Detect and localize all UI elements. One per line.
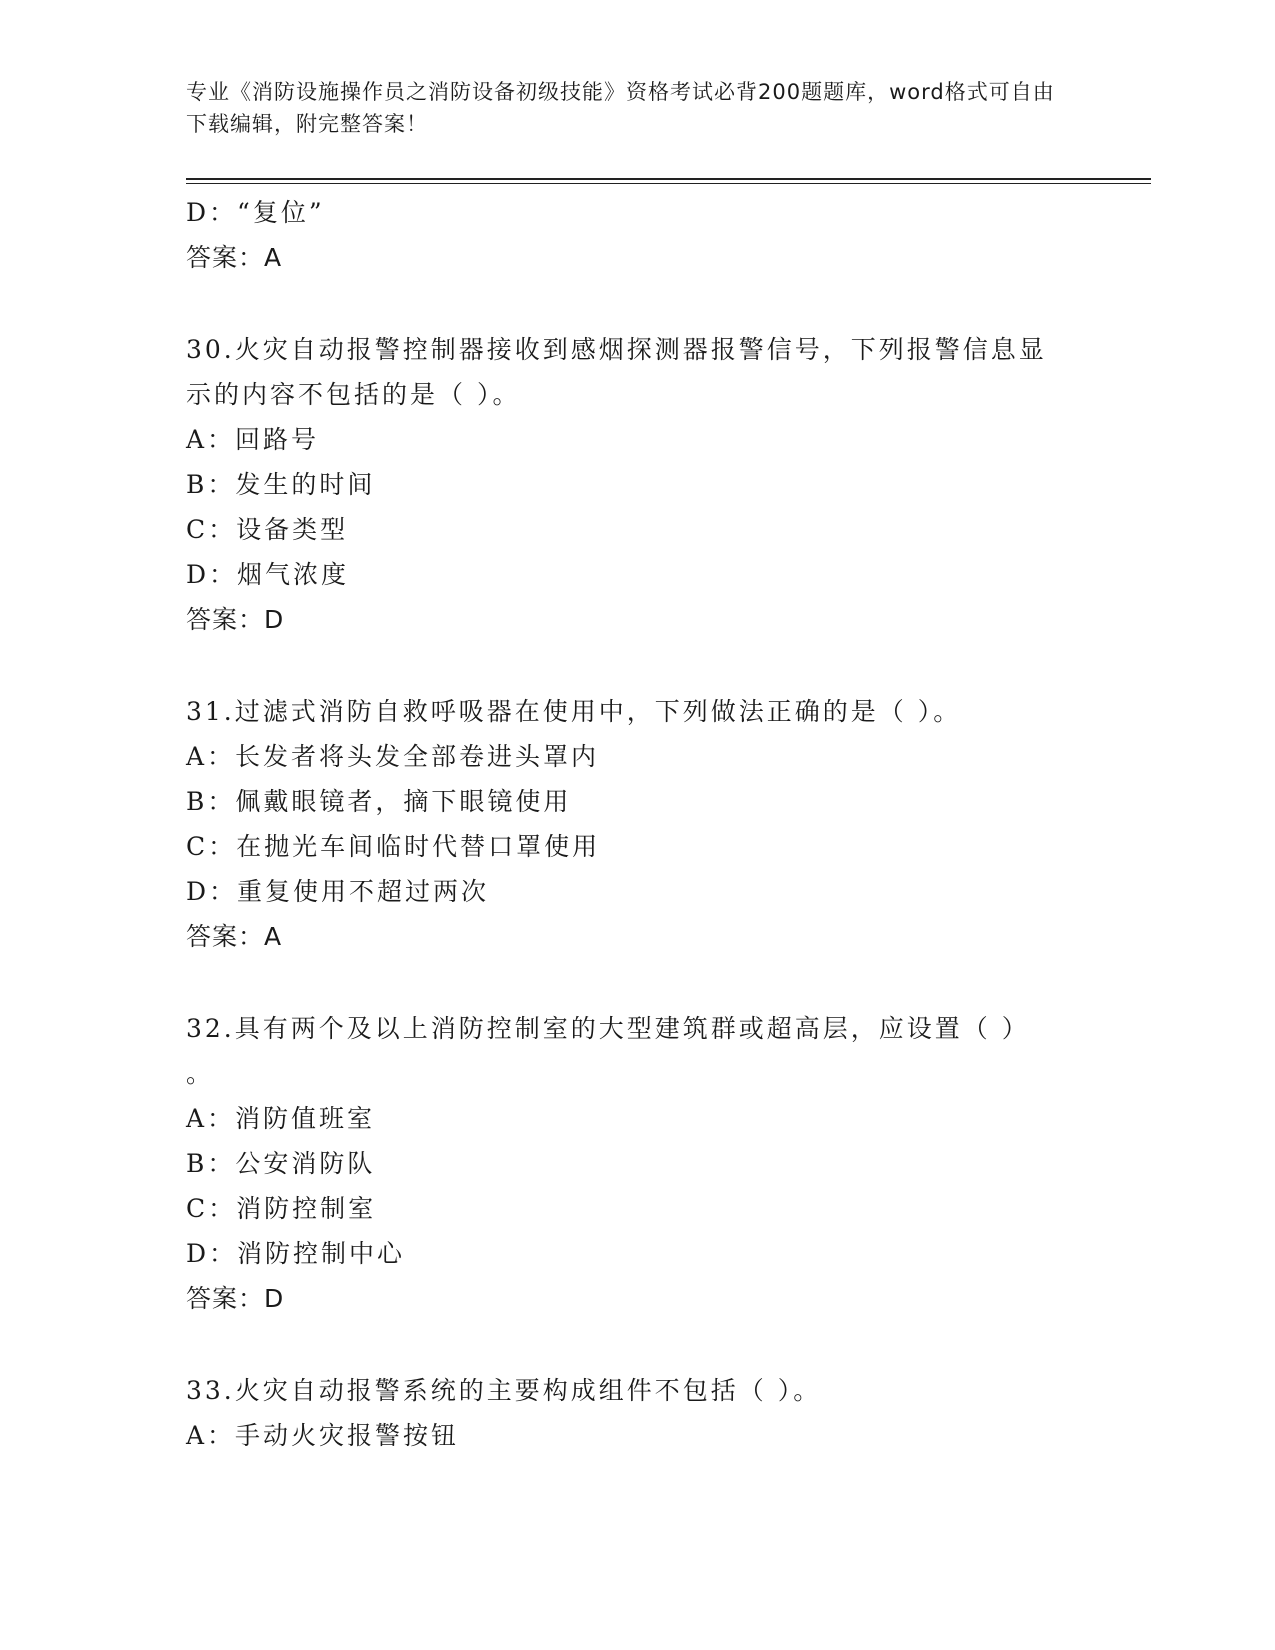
question-stem: 32.具有两个及以上消防控制室的大型建筑群或超高层，应设置（ ）	[186, 1014, 1030, 1043]
option-c: C：在抛光车间临时代替口罩使用	[186, 832, 601, 861]
answer-line: 答案：D	[186, 1284, 285, 1313]
option-d: D：重复使用不超过两次	[186, 877, 490, 906]
document-body	[186, 190, 1086, 1458]
question-33	[186, 1368, 1086, 1458]
question-32	[186, 1006, 1086, 1321]
question-stem: 。	[186, 1059, 215, 1088]
option-b: B：佩戴眼镜者，摘下眼镜使用	[186, 787, 572, 816]
option-d: D：消防控制中心	[186, 1239, 406, 1268]
page-header	[186, 76, 1066, 140]
option-a: A：手动火灾报警按钮	[186, 1421, 460, 1450]
option-d: D：烟气浓度	[186, 560, 350, 589]
option-a: A：消防值班室	[186, 1104, 376, 1133]
header-rule	[186, 178, 1151, 184]
option-c: C：消防控制室	[186, 1194, 377, 1223]
question-stem: 30.火灾自动报警控制器接收到感烟探测器报警信号，下列报警信息显	[186, 335, 1047, 364]
option-b: B：公安消防队	[186, 1149, 376, 1178]
option-c: C：设备类型	[186, 515, 349, 544]
answer-line: 答案：A	[186, 243, 283, 272]
question-stem: 31.过滤式消防自救呼吸器在使用中，下列做法正确的是（ ）。	[186, 697, 962, 726]
option-a: A：回路号	[186, 425, 320, 454]
header-text: 专业《消防设施操作员之消防设备初级技能》资格考试必背200题题库，word格式可自由下载编辑，附完整答案！	[186, 80, 1055, 136]
option-d: D：“复位”	[186, 198, 325, 227]
question-stem: 33.火灾自动报警系统的主要构成组件不包括（ ）。	[186, 1376, 822, 1405]
option-a: A：长发者将头发全部卷进头罩内	[186, 742, 600, 771]
answer-line: 答案：A	[186, 922, 283, 951]
answer-line: 答案：D	[186, 605, 285, 634]
question-stem: 示的内容不包括的是（ ）。	[186, 380, 521, 409]
question-31	[186, 689, 1086, 959]
question-30	[186, 327, 1086, 642]
option-b: B：发生的时间	[186, 470, 376, 499]
